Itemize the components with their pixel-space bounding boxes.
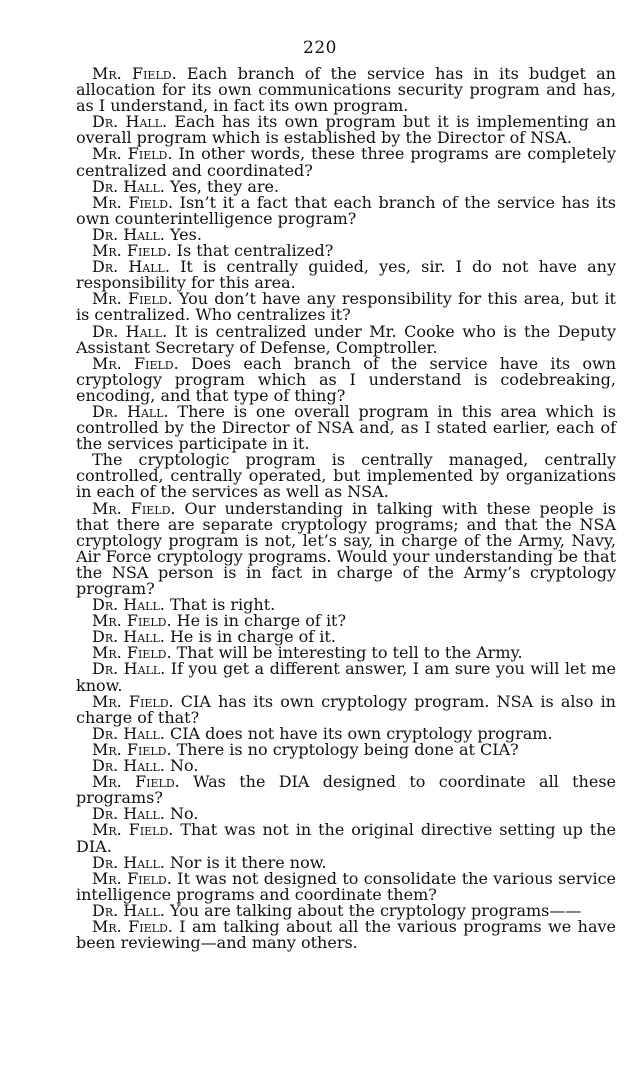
- paragraph-text: Was the DIA designed to coordinate all these programs?: [76, 772, 617, 808]
- transcript-paragraph: [76, 66, 616, 114]
- paragraph-text: Yes.: [164, 224, 202, 244]
- transcript-paragraph: [76, 868, 616, 904]
- transcript-paragraph: [76, 691, 616, 727]
- paragraph-text: He is in charge of it?: [171, 611, 347, 631]
- transcript-paragraph: [76, 259, 616, 291]
- paragraph-text: Yes, they are.: [164, 176, 280, 196]
- speaker-name: Mr. Field.: [92, 611, 172, 631]
- speaker-name: Dr. Hall.: [92, 627, 165, 647]
- paragraph-text: Our understanding in talking with these people is that there are separate cryptology programs; and that the NSA cryptology program is not, let’s say, in charge of the Army, Navy, Air Force cryptology programs. Would your understanding be that the NSA person is in fact in charge of the Army’s cryptology program?: [76, 498, 616, 598]
- paragraph-text: Each has its own program but it is implementing an overall program which is established by the Director of NSA.: [76, 112, 617, 148]
- paragraph-text: There is no cryptology being done at CIA?: [171, 739, 519, 759]
- paragraph-text: No.: [164, 804, 199, 824]
- paragraph-text: It was not designed to consolidate the various service intelligence programs and coordinate them?: [76, 868, 616, 904]
- speaker-name: Mr. Field.: [92, 144, 173, 164]
- transcript-paragraph: [76, 916, 616, 953]
- paragraph-text: CIA does not have its own cryptology program.: [164, 723, 553, 743]
- speaker-name: Dr. Hall.: [92, 900, 165, 920]
- speaker-name: Mr. Field.: [92, 353, 179, 373]
- speaker-name: Mr. Field.: [92, 739, 172, 759]
- transcript-paragraph: [76, 321, 617, 357]
- transcript-paragraph: [76, 146, 616, 178]
- speaker-name: Mr. Field.: [92, 289, 173, 309]
- speaker-name: Mr. Field.: [92, 64, 177, 83]
- paragraph-text: That will be interesting to tell to the Army.: [171, 643, 523, 663]
- transcript-paragraph: [76, 452, 616, 500]
- paragraph-text: He is in charge of it.: [164, 627, 336, 647]
- paragraph-text: I am talking about all the various programs we have been reviewing—and many others.: [76, 916, 616, 953]
- speaker-name: Mr. Field.: [92, 241, 172, 261]
- speaker-name: Mr. Field.: [92, 498, 176, 518]
- speaker-name: Mr. Field.: [92, 691, 174, 711]
- transcript-paragraph: [76, 498, 616, 598]
- paragraph-text: CIA has its own cryptology program. NSA is also in charge of that?: [76, 691, 616, 727]
- paragraph-text: You don’t have any responsibility for this area, but it is centralized. Who centralizes it?: [76, 289, 616, 325]
- paragraph-text: In other words, these three programs are completely centralized and coordinated?: [76, 144, 616, 180]
- speaker-name: Dr. Hall.: [92, 257, 170, 277]
- speaker-name: Mr. Field.: [92, 868, 172, 888]
- speaker-name: Mr. Field.: [92, 916, 173, 936]
- speaker-name: Mr. Field.: [92, 643, 172, 663]
- transcript-paragraph: [76, 291, 616, 323]
- page-number: 220: [303, 38, 337, 58]
- speaker-name: Dr. Hall.: [92, 756, 165, 776]
- transcript-paragraph: [76, 822, 616, 854]
- paragraph-text: Is that centralized?: [171, 241, 334, 261]
- transcript-paragraph: [76, 401, 617, 454]
- paragraph-text: There is one overall program in this area which is controlled by the Director of NSA and, as I stated earlier, each of the services participate in it.: [76, 401, 617, 454]
- transcript-paragraph: [76, 353, 616, 405]
- paragraph-text: Does each branch of the service have its own cryptology program which as I understand is codebreaking, encoding, and that type of thing?: [76, 353, 616, 405]
- transcript-paragraph: [76, 774, 616, 806]
- speaker-name: Dr. Hall.: [92, 659, 166, 679]
- paragraph-text: No.: [164, 756, 199, 776]
- speaker-name: Mr. Field.: [92, 772, 180, 792]
- paragraph-text: That was not in the original directive setting up the DIA.: [76, 820, 617, 856]
- paragraph-text: The cryptologic program is centrally managed, centrally controlled, centrally operated, but implemented by organizations in each of the services as well as NSA.: [76, 450, 616, 502]
- speaker-name: Dr. Hall.: [92, 112, 168, 132]
- speaker-name: Mr. Field.: [92, 192, 174, 212]
- speaker-name: Mr. Field.: [92, 820, 174, 840]
- transcript-body: [76, 66, 616, 951]
- paragraph-text: That is right.: [164, 595, 276, 615]
- transcript-paragraph: [76, 192, 617, 228]
- paragraph-text: It is centralized under Mr. Cooke who is the Deputy Assistant Secretary of Defense, Comptroller.: [76, 321, 617, 357]
- paragraph-text: Isn’t it a fact that each branch of the service has its own counterintelligence program?: [76, 192, 617, 228]
- speaker-name: Dr. Hall.: [92, 224, 165, 244]
- paragraph-text: Each branch of the service has in its budget an allocation for its own communications security program and has, as I understand, in fact its own program.: [76, 64, 616, 116]
- paragraph-text: Nor is it there now.: [164, 852, 327, 872]
- speaker-name: Dr. Hall.: [92, 595, 165, 615]
- paragraph-text: It is centrally guided, yes, sir. I do not have any responsibility for this area.: [76, 257, 616, 293]
- speaker-name: Dr. Hall.: [92, 321, 168, 341]
- speaker-name: Dr. Hall.: [92, 804, 165, 824]
- paragraph-text: If you get a different answer, I am sure you will let me know.: [76, 659, 617, 695]
- speaker-name: Dr. Hall.: [92, 401, 169, 421]
- speaker-name: Dr. Hall.: [92, 176, 165, 196]
- speaker-name: Dr. Hall.: [92, 852, 165, 872]
- speaker-name: Dr. Hall.: [92, 723, 165, 743]
- transcript-paragraph: [76, 661, 616, 693]
- transcript-paragraph: [76, 114, 616, 146]
- paragraph-text: You are talking about the cryptology programs——: [164, 900, 582, 920]
